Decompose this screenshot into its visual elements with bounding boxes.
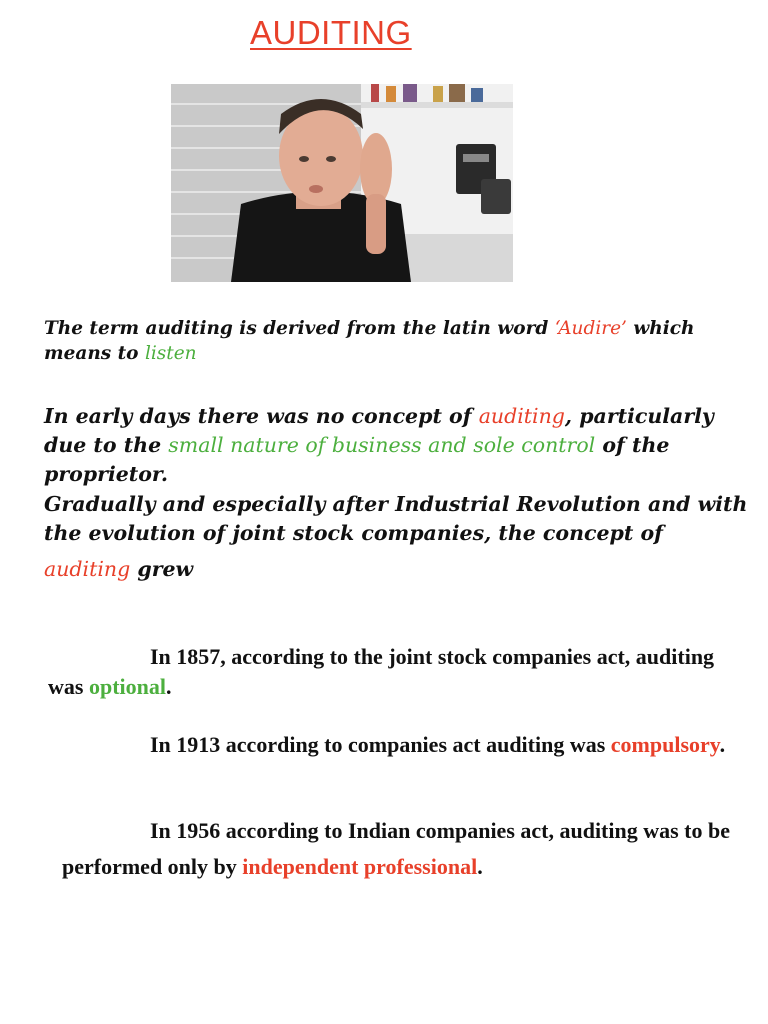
fact-1956-text: In 1956 according to Indian companies act, auditing was to be performed only by bbox=[62, 818, 731, 879]
man-listening-photo bbox=[171, 84, 513, 282]
fact-1956 bbox=[62, 816, 752, 882]
small-business-highlight: small nature of business and sole control bbox=[168, 433, 596, 457]
early-days-text-end: of the proprietor. bbox=[44, 433, 670, 486]
optional-word: optional bbox=[88, 674, 166, 699]
industrial-revolution-text: Gradually and especially after Industrial Revolution and with the evolution of joint stock companies, the concept of bbox=[44, 492, 748, 545]
fact-1857 bbox=[48, 642, 748, 702]
grew-text: grew bbox=[130, 557, 194, 581]
listen-word: listen bbox=[144, 343, 197, 364]
etymology-paragraph bbox=[44, 316, 744, 366]
early-days-paragraph bbox=[44, 402, 754, 489]
industrial-revolution-paragraph bbox=[44, 490, 754, 584]
early-days-text-middle: , particularly due to the bbox=[44, 404, 714, 457]
auditing-word-2: auditing bbox=[44, 557, 131, 581]
fact-1956-period: . bbox=[477, 854, 483, 879]
audire-word: ‘Audire’ bbox=[554, 318, 627, 339]
etymology-text-middle: which means to bbox=[44, 318, 695, 364]
fact-1913 bbox=[62, 730, 752, 760]
fact-1857-period: . bbox=[165, 674, 172, 699]
page-title: AUDITING bbox=[250, 14, 412, 51]
compulsory-word: compulsory bbox=[610, 732, 720, 757]
auditing-word: auditing bbox=[478, 404, 565, 428]
independent-word: independent bbox=[242, 854, 359, 879]
fact-1857-text: In 1857, according to the joint stock companies act, auditing was bbox=[48, 644, 715, 699]
etymology-text-start: The term auditing is derived from the latin word bbox=[44, 318, 555, 339]
fact-1913-period: . bbox=[719, 732, 726, 757]
early-days-text-start: In early days there was no concept of bbox=[44, 404, 479, 428]
professional-word: professional bbox=[363, 854, 478, 879]
fact-1913-text: In 1913 according to companies act auditing was bbox=[150, 732, 611, 757]
